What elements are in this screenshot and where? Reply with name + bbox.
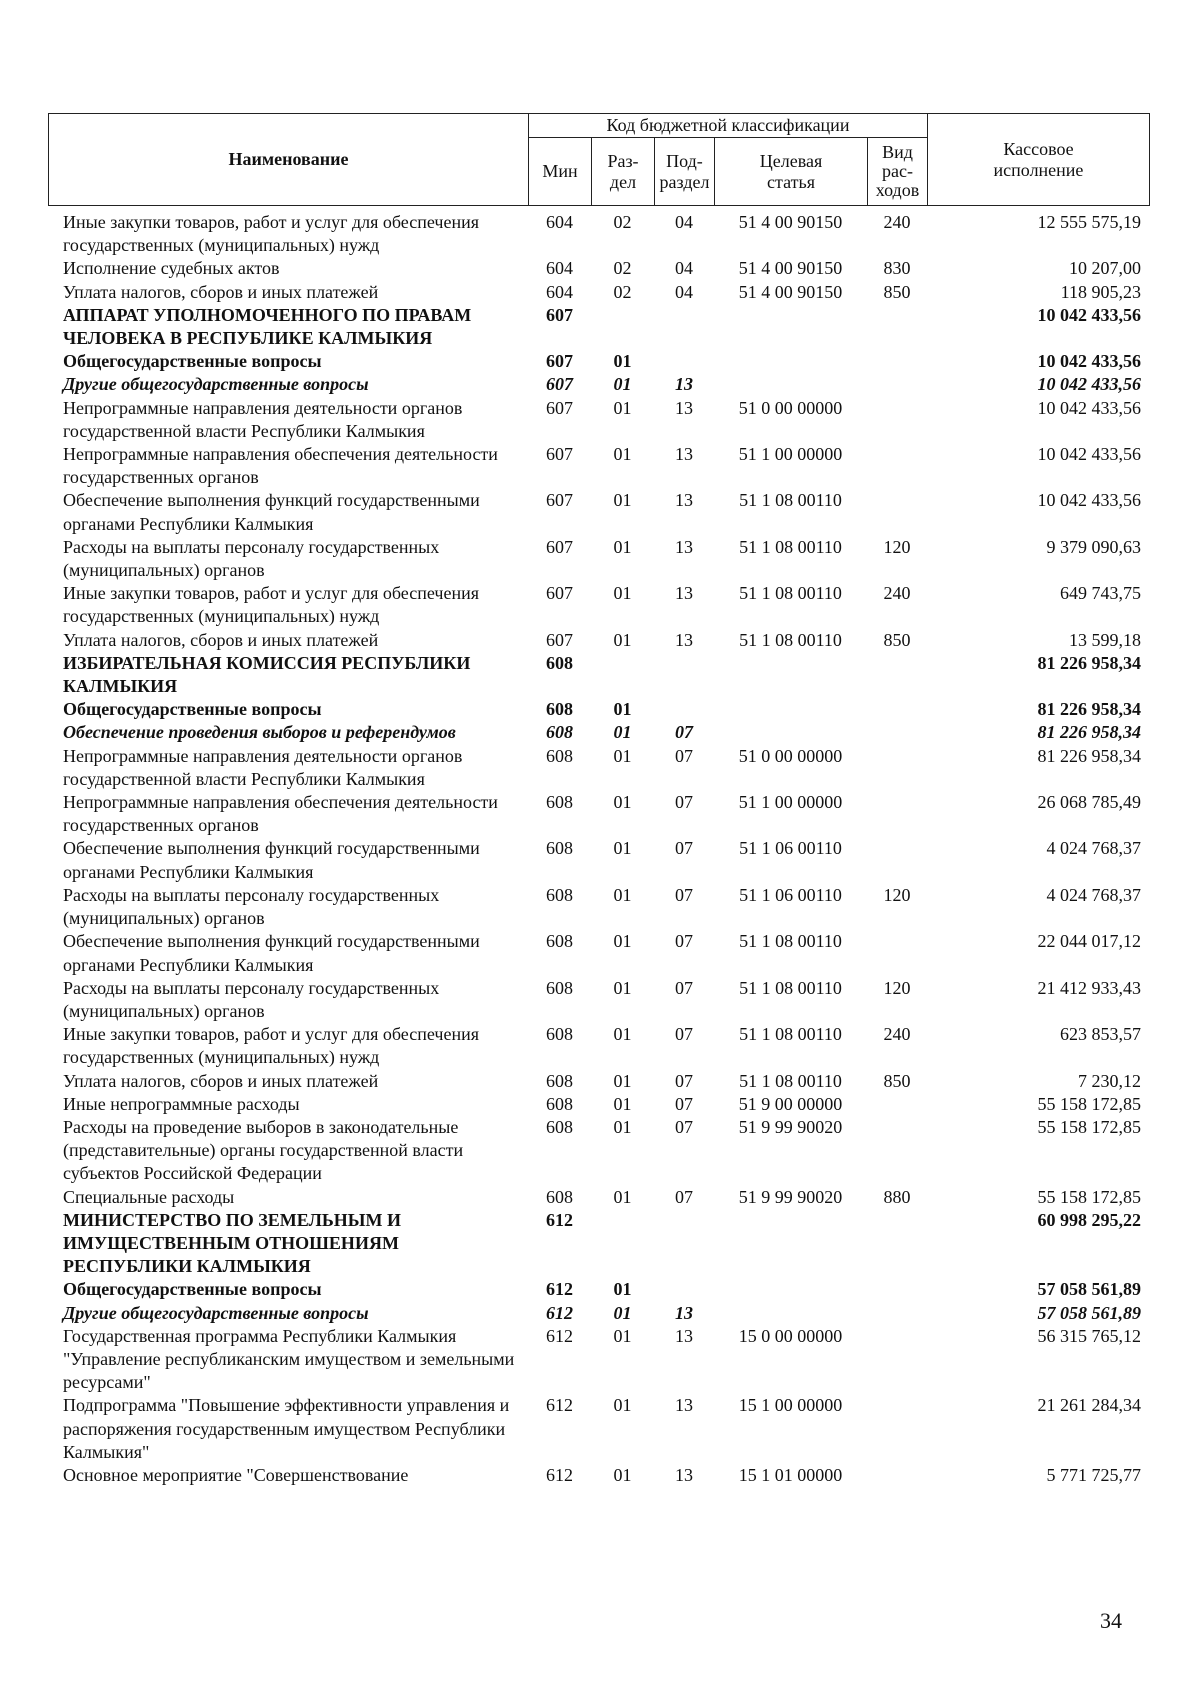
cell-podrazdel: 07 xyxy=(675,1070,693,1091)
cell-podrazdel: 13 xyxy=(675,536,693,557)
cell-min: 607 xyxy=(546,304,573,325)
cell-min: 607 xyxy=(546,629,573,650)
cell-vid xyxy=(867,930,927,976)
cell-celevaya: 51 1 00 00000 xyxy=(738,792,843,813)
cell-sum: 10 042 433,56 xyxy=(1037,351,1141,372)
cell-razdel: 01 xyxy=(613,490,632,511)
cell-podrazdel: 07 xyxy=(675,931,693,952)
cell-razdel xyxy=(591,1209,654,1279)
cell-celevaya: 51 1 08 00110 xyxy=(739,1070,842,1091)
cell-podrazdel xyxy=(654,652,714,698)
cell-name: Общегосударственные вопросы xyxy=(63,699,322,720)
table-row xyxy=(48,211,1149,257)
cell-sum: 10 042 433,56 xyxy=(1037,490,1141,511)
budget-table xyxy=(48,211,1149,1487)
cell-podrazdel xyxy=(654,1278,714,1301)
cell-min: 608 xyxy=(546,931,573,952)
table-row xyxy=(48,721,1149,744)
cell-razdel: 01 xyxy=(613,1325,632,1346)
cell-razdel: 01 xyxy=(613,1395,632,1416)
cell-name: АППАРАТ УПОЛНОМОЧЕННОГО ПО ПРАВАМ ЧЕЛОВЕКА В РЕСПУБЛИКЕ КАЛМЫКИЯ xyxy=(63,304,472,349)
cell-podrazdel: 07 xyxy=(675,1116,693,1137)
cell-sum: 4 024 768,37 xyxy=(1046,884,1141,905)
table-row xyxy=(48,930,1149,976)
cell-vid: 120 xyxy=(883,977,911,998)
cell-razdel: 01 xyxy=(613,792,632,813)
cell-sum: 60 998 295,22 xyxy=(1037,1209,1141,1230)
cell-podrazdel: 07 xyxy=(675,722,693,743)
cell-vid xyxy=(867,350,927,373)
cell-razdel: 01 xyxy=(613,583,632,604)
cell-name: Общегосударственные вопросы xyxy=(63,1279,322,1300)
table-row xyxy=(48,629,1149,652)
cell-podrazdel: 13 xyxy=(675,629,693,650)
cell-vid: 880 xyxy=(883,1186,911,1207)
cell-razdel: 02 xyxy=(613,281,632,302)
cell-podrazdel: 13 xyxy=(675,444,693,465)
cell-vid xyxy=(867,443,927,489)
cell-razdel: 01 xyxy=(613,884,632,905)
cell-name: Исполнение судебных актов xyxy=(63,258,280,279)
cell-podrazdel: 07 xyxy=(675,745,693,766)
cell-min: 612 xyxy=(546,1395,573,1416)
cell-min: 612 xyxy=(546,1302,573,1323)
cell-celevaya xyxy=(714,1209,867,1279)
cell-vid xyxy=(867,373,927,396)
cell-podrazdel xyxy=(654,698,714,721)
cell-vid xyxy=(867,304,927,350)
header-name: Наименование xyxy=(49,114,529,206)
cell-sum: 10 042 433,56 xyxy=(1037,444,1141,465)
cell-celevaya: 51 4 00 90150 xyxy=(738,258,843,279)
cell-min: 608 xyxy=(546,792,573,813)
cell-razdel: 01 xyxy=(613,699,632,720)
cell-vid: 120 xyxy=(883,536,911,557)
table-row xyxy=(48,397,1149,443)
table-row xyxy=(48,281,1149,304)
cell-podrazdel: 13 xyxy=(675,397,693,418)
table-row xyxy=(48,1116,1149,1186)
cell-min: 608 xyxy=(546,1093,573,1114)
cell-name: Иные непрограммные расходы xyxy=(63,1093,300,1114)
header-celevaya: Целевая статья xyxy=(715,138,868,206)
table-row xyxy=(48,977,1149,1023)
cell-sum: 81 226 958,34 xyxy=(1037,699,1141,720)
cell-podrazdel xyxy=(654,304,714,350)
cell-vid xyxy=(867,745,927,791)
cell-name: Обеспечение выполнения функций государственными органами Республики Калмыкия xyxy=(63,838,480,882)
cell-min: 607 xyxy=(546,490,573,511)
cell-razdel: 01 xyxy=(613,1279,632,1300)
cell-razdel: 01 xyxy=(613,977,632,998)
cell-celevaya: 51 4 00 90150 xyxy=(738,212,843,232)
table-row xyxy=(48,1302,1149,1325)
cell-sum: 56 315 765,12 xyxy=(1037,1325,1141,1346)
cell-celevaya: 51 1 06 00110 xyxy=(739,884,842,905)
cell-sum: 10 042 433,56 xyxy=(1037,304,1141,325)
cell-name: Расходы на проведение выборов в законодательные (представительные) органы государственной власти субъектов Российской Федерации xyxy=(63,1116,464,1184)
cell-celevaya: 51 0 00 00000 xyxy=(738,745,843,766)
cell-name: МИНИСТЕРСТВО ПО ЗЕМЕЛЬНЫМ И ИМУЩЕСТВЕННЫМ ОТНОШЕНИЯМ РЕСПУБЛИКИ КАЛМЫКИЯ xyxy=(63,1209,401,1277)
cell-razdel: 01 xyxy=(613,1093,632,1114)
cell-min: 608 xyxy=(546,1116,573,1137)
cell-min: 607 xyxy=(546,536,573,557)
cell-vid xyxy=(867,791,927,837)
header-vid: Вид рас- ходов xyxy=(868,138,928,206)
cell-vid xyxy=(867,1116,927,1186)
cell-podrazdel: 07 xyxy=(675,884,693,905)
cell-celevaya: 51 1 08 00110 xyxy=(739,583,842,604)
table-row xyxy=(48,350,1149,373)
cell-podrazdel: 07 xyxy=(675,792,693,813)
cell-name: Другие общегосударственные вопросы xyxy=(63,374,369,395)
cell-min: 608 xyxy=(546,745,573,766)
cell-celevaya: 51 1 08 00110 xyxy=(739,629,842,650)
cell-sum: 57 058 561,89 xyxy=(1037,1279,1141,1300)
cell-min: 612 xyxy=(546,1325,573,1346)
cell-sum: 118 905,23 xyxy=(1060,281,1141,302)
cell-vid xyxy=(867,1302,927,1325)
cell-vid xyxy=(867,1464,927,1487)
cell-min: 607 xyxy=(546,583,573,604)
cell-celevaya: 51 1 08 00110 xyxy=(739,536,842,557)
cell-razdel: 01 xyxy=(613,536,632,557)
cell-sum: 12 555 575,19 xyxy=(1037,212,1141,232)
cell-name: Основное мероприятие "Совершенствование xyxy=(63,1464,409,1485)
cell-name: Непрограммные направления обеспечения деятельности государственных органов xyxy=(63,444,498,488)
cell-podrazdel: 13 xyxy=(675,1325,693,1346)
cell-razdel: 01 xyxy=(613,444,632,465)
cell-vid xyxy=(867,1209,927,1279)
table-row xyxy=(48,1186,1149,1209)
cell-podrazdel: 07 xyxy=(675,838,693,859)
table-row xyxy=(48,1209,1149,1279)
cell-vid: 850 xyxy=(883,281,911,302)
cell-name: Непрограммные направления обеспечения деятельности государственных органов xyxy=(63,792,498,836)
cell-min: 608 xyxy=(546,838,573,859)
cell-name: ИЗБИРАТЕЛЬНАЯ КОМИССИЯ РЕСПУБЛИКИ КАЛМЫКИЯ xyxy=(63,652,471,697)
cell-podrazdel xyxy=(654,1209,714,1279)
cell-sum: 55 158 172,85 xyxy=(1037,1186,1141,1207)
cell-sum: 55 158 172,85 xyxy=(1037,1116,1141,1137)
cell-razdel: 01 xyxy=(613,745,632,766)
cell-podrazdel: 07 xyxy=(675,1186,693,1207)
cell-celevaya xyxy=(714,1278,867,1301)
cell-min: 607 xyxy=(546,397,573,418)
table-row xyxy=(48,1394,1149,1464)
cell-celevaya: 51 1 08 00110 xyxy=(739,977,842,998)
table-header xyxy=(48,113,1150,206)
cell-vid: 120 xyxy=(883,884,911,905)
cell-name: Обеспечение выполнения функций государственными органами Республики Калмыкия xyxy=(63,490,480,534)
cell-razdel: 01 xyxy=(613,1186,632,1207)
cell-razdel: 01 xyxy=(613,629,632,650)
cell-podrazdel: 07 xyxy=(675,1093,693,1114)
table-row xyxy=(48,745,1149,791)
cell-razdel: 02 xyxy=(613,212,632,232)
cell-vid xyxy=(867,652,927,698)
cell-razdel: 02 xyxy=(613,258,632,279)
cell-celevaya: 51 1 08 00110 xyxy=(739,931,842,952)
cell-name: Расходы на выплаты персоналу государственных (муниципальных) органов xyxy=(63,536,440,581)
cell-sum: 13 599,18 xyxy=(1069,629,1141,650)
cell-podrazdel: 13 xyxy=(675,1395,693,1416)
cell-vid: 240 xyxy=(883,212,911,232)
cell-celevaya: 51 9 00 00000 xyxy=(738,1093,843,1114)
cell-celevaya: 15 0 00 00000 xyxy=(738,1325,843,1346)
cell-celevaya xyxy=(714,304,867,350)
cell-razdel: 01 xyxy=(613,1464,632,1485)
cell-sum: 22 044 017,12 xyxy=(1037,931,1141,952)
cell-name: Непрограммные направления деятельности органов государственной власти Республики Калмыкия xyxy=(63,745,463,789)
cell-name: Уплата налогов, сборов и иных платежей xyxy=(63,629,379,650)
cell-sum: 81 226 958,34 xyxy=(1037,745,1141,766)
cell-sum: 4 024 768,37 xyxy=(1046,838,1141,859)
cell-name: Уплата налогов, сборов и иных платежей xyxy=(63,281,379,302)
cell-sum: 21 412 933,43 xyxy=(1037,977,1141,998)
cell-podrazdel: 13 xyxy=(675,583,693,604)
table-row xyxy=(48,536,1149,582)
cell-min: 608 xyxy=(546,1186,573,1207)
cell-sum: 57 058 561,89 xyxy=(1037,1302,1141,1323)
cell-razdel: 01 xyxy=(613,1070,632,1091)
table-row xyxy=(48,489,1149,535)
table-row xyxy=(48,257,1149,280)
cell-podrazdel: 13 xyxy=(675,1464,693,1485)
cell-name: Иные закупки товаров, работ и услуг для обеспечения государственных (муниципальных) нужд xyxy=(63,212,479,256)
cell-min: 608 xyxy=(546,977,573,998)
cell-razdel xyxy=(591,304,654,350)
table-row xyxy=(48,1325,1149,1395)
cell-min: 607 xyxy=(546,351,573,372)
cell-celevaya xyxy=(714,698,867,721)
table-row xyxy=(48,884,1149,930)
cell-min: 604 xyxy=(546,212,573,232)
cell-name: Общегосударственные вопросы xyxy=(63,351,322,372)
cell-sum: 623 853,57 xyxy=(1060,1024,1141,1045)
cell-razdel: 01 xyxy=(613,722,632,743)
cell-sum: 7 230,12 xyxy=(1078,1070,1141,1091)
cell-sum: 5 771 725,77 xyxy=(1046,1464,1141,1485)
table-row xyxy=(48,443,1149,489)
cell-name: Государственная программа Республики Калмыкия "Управление республиканским имуществом и земельными ресурсами" xyxy=(63,1325,515,1393)
header-razdel: Раз- дел xyxy=(592,138,655,206)
cell-vid xyxy=(867,1325,927,1395)
table-row xyxy=(48,1093,1149,1116)
cell-podrazdel: 13 xyxy=(675,490,693,511)
cell-sum: 9 379 090,63 xyxy=(1046,536,1141,557)
table-row xyxy=(48,1070,1149,1093)
cell-celevaya: 51 1 00 00000 xyxy=(738,444,843,465)
cell-vid xyxy=(867,1278,927,1301)
table-row xyxy=(48,373,1149,396)
cell-razdel: 01 xyxy=(613,1302,632,1323)
cell-vid: 850 xyxy=(883,629,911,650)
cell-celevaya: 51 4 00 90150 xyxy=(738,281,843,302)
cell-vid xyxy=(867,489,927,535)
cell-celevaya: 15 1 00 00000 xyxy=(738,1395,843,1416)
cell-vid xyxy=(867,837,927,883)
cell-sum: 81 226 958,34 xyxy=(1037,722,1141,743)
cell-name: Другие общегосударственные вопросы xyxy=(63,1302,369,1323)
cell-name: Расходы на выплаты персоналу государственных (муниципальных) органов xyxy=(63,977,440,1021)
cell-vid: 830 xyxy=(883,258,911,279)
cell-vid xyxy=(867,397,927,443)
cell-min: 608 xyxy=(546,699,573,720)
cell-sum: 21 261 284,34 xyxy=(1037,1395,1141,1416)
cell-celevaya xyxy=(714,652,867,698)
cell-celevaya: 51 9 99 90020 xyxy=(738,1116,843,1137)
cell-sum: 10 042 433,56 xyxy=(1037,397,1141,418)
cell-celevaya xyxy=(714,1302,867,1325)
cell-podrazdel: 13 xyxy=(675,1302,693,1323)
cell-min: 612 xyxy=(546,1464,573,1485)
cell-razdel: 01 xyxy=(613,1024,632,1045)
cell-name: Обеспечение проведения выборов и референдумов xyxy=(63,722,456,743)
header-podrazdel: Под- раздел xyxy=(655,138,715,206)
cell-vid: 850 xyxy=(883,1070,911,1091)
cell-sum: 81 226 958,34 xyxy=(1037,652,1141,673)
cell-celevaya: 51 9 99 90020 xyxy=(738,1186,843,1207)
cell-celevaya: 51 1 08 00110 xyxy=(739,490,842,511)
cell-vid: 240 xyxy=(883,1024,911,1045)
cell-razdel: 01 xyxy=(613,397,632,418)
table-row xyxy=(48,791,1149,837)
header-ispolnenie: Кассовое исполнение xyxy=(928,114,1150,206)
cell-podrazdel: 04 xyxy=(675,258,693,279)
cell-name: Непрограммные направления деятельности органов государственной власти Республики Калмыкия xyxy=(63,397,463,441)
cell-min: 608 xyxy=(546,1070,573,1091)
table-row xyxy=(48,582,1149,628)
cell-vid xyxy=(867,1093,927,1116)
cell-vid xyxy=(867,1394,927,1464)
cell-name: Специальные расходы xyxy=(63,1186,235,1207)
cell-name: Иные закупки товаров, работ и услуг для обеспечения государственных (муниципальных) нужд xyxy=(63,583,479,627)
cell-podrazdel: 04 xyxy=(675,281,693,302)
cell-podrazdel: 04 xyxy=(675,212,693,232)
cell-min: 604 xyxy=(546,281,573,302)
cell-name: Подпрограмма "Повышение эффективности управления и распоряжения государственным имуществом Республики Калмыкия" xyxy=(63,1395,510,1462)
cell-razdel: 01 xyxy=(613,931,632,952)
cell-razdel xyxy=(591,652,654,698)
cell-vid: 240 xyxy=(883,583,911,604)
page-number: 34 xyxy=(1100,1608,1122,1633)
table-row xyxy=(48,1278,1149,1301)
table-row xyxy=(48,652,1149,698)
cell-podrazdel: 07 xyxy=(675,1024,693,1045)
cell-min: 608 xyxy=(546,884,573,905)
cell-name: Расходы на выплаты персоналу государственных (муниципальных) органов xyxy=(63,884,440,929)
cell-razdel: 01 xyxy=(613,1116,632,1137)
cell-celevaya: 51 0 00 00000 xyxy=(738,397,843,418)
cell-min: 608 xyxy=(546,722,573,743)
cell-min: 607 xyxy=(546,444,573,465)
table-row xyxy=(48,837,1149,883)
table-row xyxy=(48,1464,1149,1487)
cell-podrazdel: 07 xyxy=(675,977,693,998)
cell-name: Обеспечение выполнения функций государственными органами Республики Калмыкия xyxy=(63,931,480,975)
cell-sum: 26 068 785,49 xyxy=(1037,792,1141,813)
cell-min: 608 xyxy=(546,652,573,673)
cell-podrazdel: 13 xyxy=(675,374,693,395)
cell-podrazdel xyxy=(654,350,714,373)
cell-name: Уплата налогов, сборов и иных платежей xyxy=(63,1070,379,1091)
cell-razdel: 01 xyxy=(613,374,632,395)
cell-razdel: 01 xyxy=(613,351,632,372)
table-body xyxy=(48,211,1149,1487)
cell-sum: 649 743,75 xyxy=(1060,583,1141,604)
cell-sum: 10 042 433,56 xyxy=(1037,374,1141,395)
table-row xyxy=(48,698,1149,721)
cell-celevaya: 15 1 01 00000 xyxy=(738,1464,843,1485)
cell-sum: 55 158 172,85 xyxy=(1037,1093,1141,1114)
cell-sum: 10 207,00 xyxy=(1069,258,1141,279)
cell-min: 608 xyxy=(546,1024,573,1045)
cell-min: 604 xyxy=(546,258,573,279)
table-row xyxy=(48,1023,1149,1069)
cell-celevaya xyxy=(714,350,867,373)
cell-celevaya: 51 1 08 00110 xyxy=(739,1024,842,1045)
cell-min: 612 xyxy=(546,1209,573,1230)
header-min: Мин xyxy=(529,138,592,206)
cell-vid xyxy=(867,721,927,744)
cell-razdel: 01 xyxy=(613,838,632,859)
table-row xyxy=(48,304,1149,350)
cell-min: 612 xyxy=(546,1279,573,1300)
cell-name: Иные закупки товаров, работ и услуг для обеспечения государственных (муниципальных) нужд xyxy=(63,1024,479,1068)
cell-min: 607 xyxy=(546,374,573,395)
cell-celevaya xyxy=(714,721,867,744)
cell-vid xyxy=(867,698,927,721)
cell-celevaya xyxy=(714,373,867,396)
cell-celevaya: 51 1 06 00110 xyxy=(739,838,842,859)
header-code-group: Код бюджетной классификации xyxy=(529,114,928,138)
